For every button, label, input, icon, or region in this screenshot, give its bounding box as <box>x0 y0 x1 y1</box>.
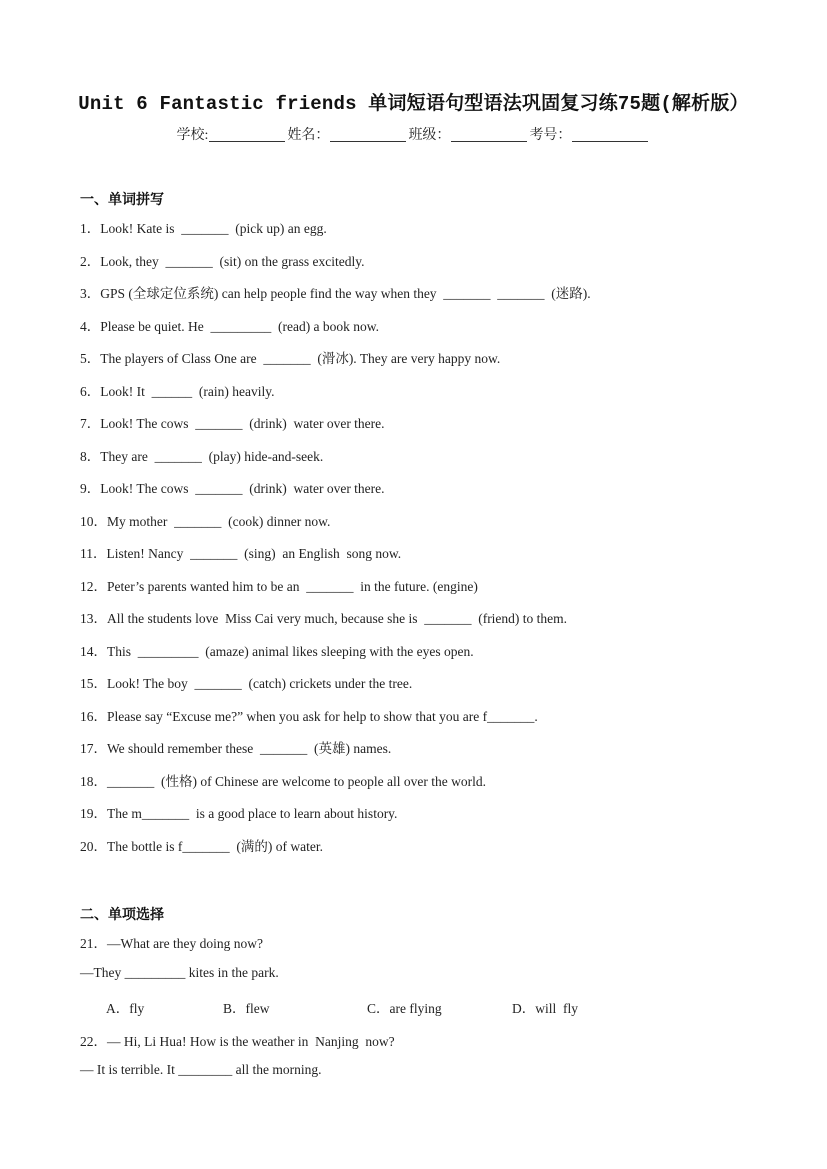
question-item: 4．Please be quiet. He _________ (read) a book now. <box>80 319 380 334</box>
option-a[interactable]: A．fly <box>106 1001 145 1016</box>
question-item: 5．The players of Class One are _______ (滑冰). They are very happy now. <box>80 351 501 366</box>
school-label: 学校: <box>176 128 209 143</box>
question-item: 10．My mother _______ (cook) dinner now. <box>80 514 331 529</box>
question-22-stem: 22．— Hi, Li Hua! How is the weather in Nanjing now? <box>80 1034 395 1049</box>
option-c[interactable]: C．are flying <box>367 1001 442 1016</box>
question-item: 13．All the students love Miss Cai very much, because she is _______ (friend) to them. <box>80 611 568 626</box>
option-b[interactable]: B．flew <box>223 1001 270 1016</box>
name-label: 姓名： <box>287 128 330 143</box>
section-heading-multiple-choice: 二、单项选择 <box>80 907 164 923</box>
question-item: 7．Look! The cows _______ (drink) water over there. <box>80 416 385 431</box>
name-blank[interactable] <box>330 127 406 142</box>
question-item: 1．Look! Kate is _______ (pick up) an egg. <box>80 221 327 236</box>
question-item: 12．Peter’s parents wanted him to be an _______ in the future. (engine) <box>80 579 478 594</box>
class-blank[interactable] <box>451 127 527 142</box>
section-heading-spelling: 一、单词拼写 <box>80 192 164 208</box>
question-21-stem: 21．—What are they doing now? <box>80 936 263 951</box>
question-item: 3．GPS (全球定位系统) can help people find the way when they _______ _______ (迷路). <box>80 286 591 301</box>
question-item: 19．The m_______ is a good place to learn about history. <box>80 806 398 821</box>
option-d[interactable]: D．will fly <box>512 1001 578 1016</box>
number-label: 考号： <box>529 128 572 143</box>
class-label: 班级： <box>408 128 451 143</box>
question-item: 2．Look, they _______ (sit) on the grass excitedly. <box>80 254 365 269</box>
question-item: 11．Listen! Nancy _______ (sing) an English song now. <box>80 546 402 561</box>
school-blank[interactable] <box>209 127 285 142</box>
question-item: 16．Please say “Excuse me?” when you ask for help to show that you are f_______. <box>80 709 538 724</box>
student-info-line <box>0 124 827 144</box>
number-blank[interactable] <box>572 127 648 142</box>
question-22-answer-line: — It is terrible. It ________ all the morning. <box>80 1062 322 1077</box>
question-item: 8．They are _______ (play) hide-and-seek. <box>80 449 324 464</box>
question-item: 17．We should remember these _______ (英雄) names. <box>80 741 392 756</box>
question-item: 9．Look! The cows _______ (drink) water over there. <box>80 481 385 496</box>
question-item: 14．This _________ (amaze) animal likes sleeping with the eyes open. <box>80 644 474 659</box>
document-title: Unit 6 Fantastic friends 单词短语句型语法巩固复习练75题(解析版） <box>78 93 749 115</box>
question-21-answer-line: —They _________ kites in the park. <box>80 965 279 980</box>
question-item: 6．Look! It ______ (rain) heavily. <box>80 384 275 399</box>
question-item: 18．_______ (性格) of Chinese are welcome to people all over the world. <box>80 774 487 789</box>
question-item: 20．The bottle is f_______ (满的) of water. <box>80 839 323 854</box>
question-item: 15．Look! The boy _______ (catch) crickets under the tree. <box>80 676 413 691</box>
